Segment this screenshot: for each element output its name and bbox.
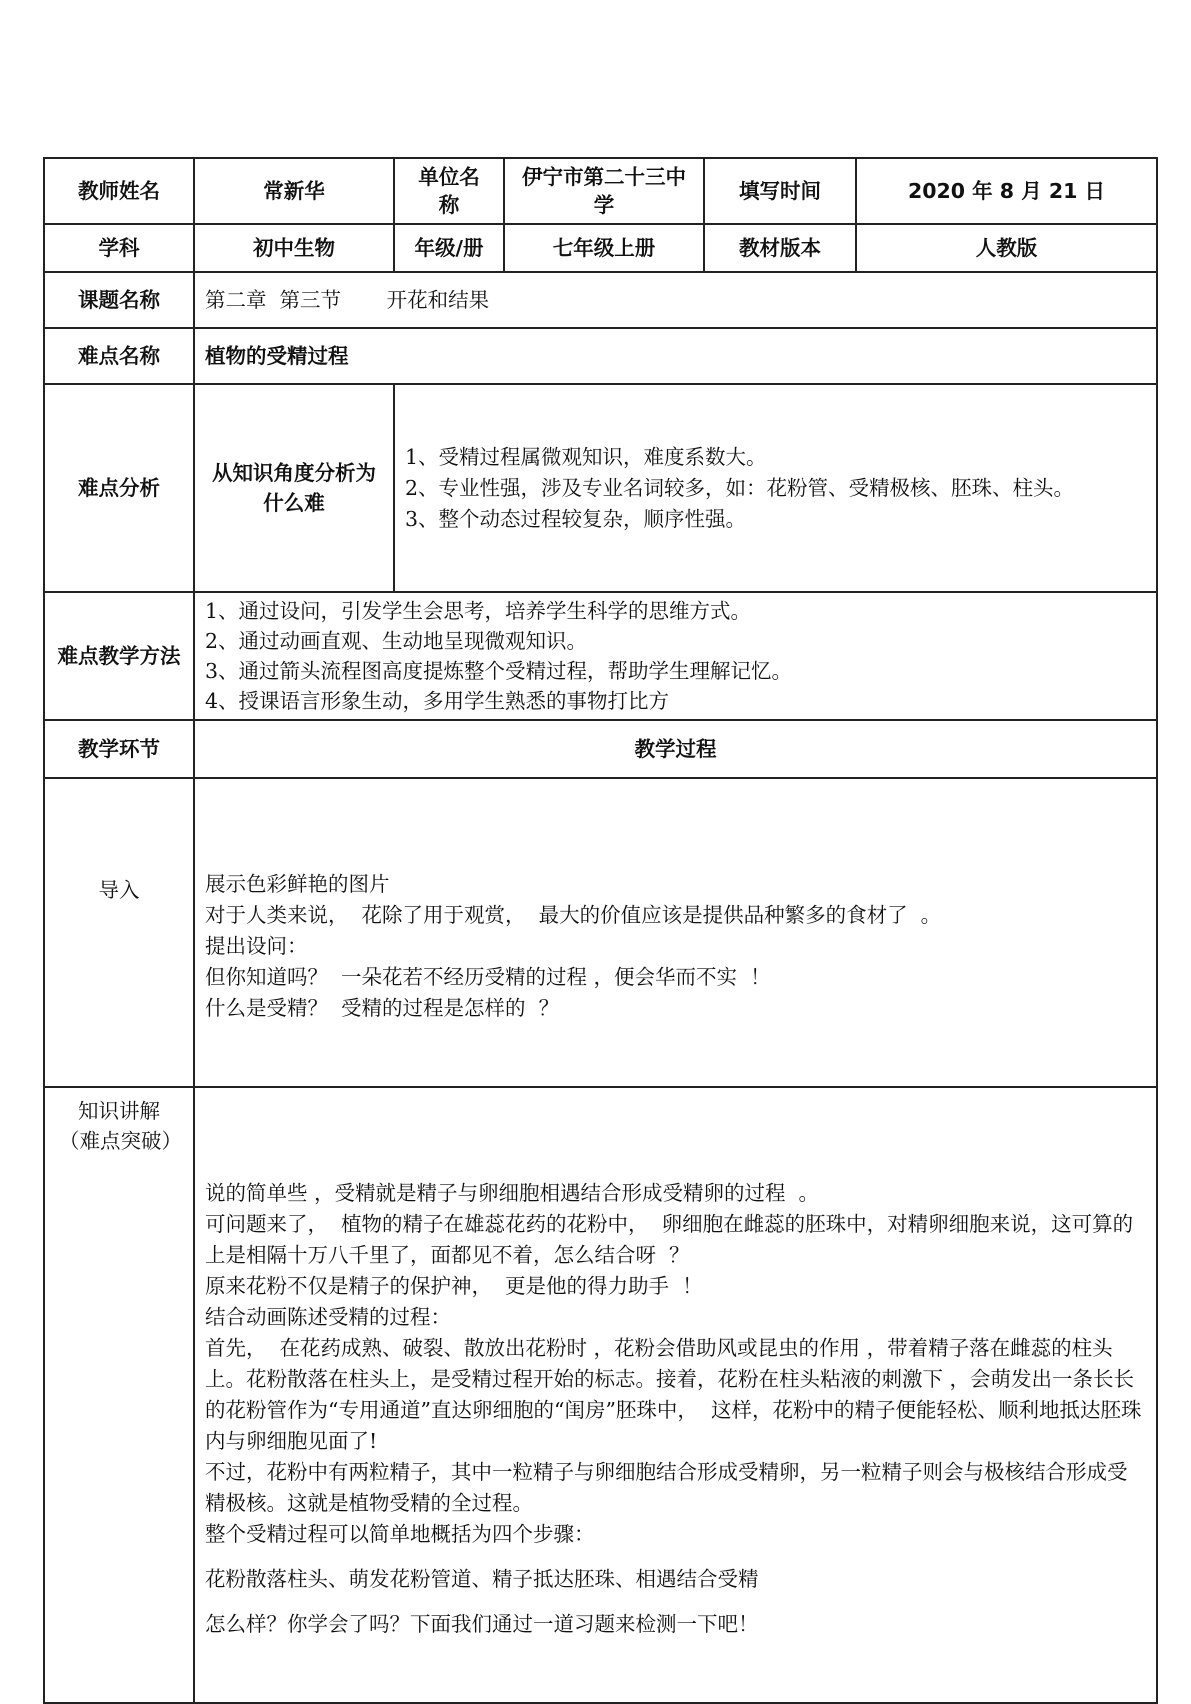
unit-label: 单位名称 (394, 158, 504, 224)
analysis-point: 3、整个动态过程较复杂，顺序性强。 (405, 506, 747, 531)
difficulty-value: 植物的受精过程 (194, 328, 1157, 384)
method-point: 4、授课语言形象生动，多用学生熟悉的事物打比方 (205, 689, 670, 713)
analysis-point: 2、专业性强，涉及专业名词较多，如：花粉管、受精极核、胚珠、柱头。 (405, 475, 1075, 500)
knowledge-paragraph: 原来花粉不仅是精子的保护神， 更是他的得力助手 ！ (205, 1274, 703, 1298)
topic-row (44, 272, 1157, 328)
topic-value: 第二章 第三节 开花和结果 (194, 272, 1157, 328)
process-header-row (44, 720, 1157, 778)
header-row-1 (44, 158, 1157, 224)
textbook: 人教版 (856, 224, 1157, 272)
topic-label: 课题名称 (44, 272, 194, 328)
process-label: 教学环节 (44, 720, 194, 778)
methods-points (194, 592, 1157, 720)
unit-name: 伊宁市第二十三中学 (504, 158, 704, 224)
knowledge-label: 知识讲解（难点突破） (44, 1087, 194, 1703)
intro-row (44, 778, 1157, 1087)
grade: 七年级上册 (504, 224, 704, 272)
analysis-label: 难点分析 (44, 384, 194, 592)
lesson-plan-table (43, 157, 1158, 1704)
knowledge-paragraph: 可问题来了， 植物的精子在雄蕊花药的花粉中， 卵细胞在雌蕊的胚珠中，对精卵细胞来说，这可算的上是相隔十万八千里了，面都见不着，怎么结合呀 ？ (205, 1212, 1134, 1267)
knowledge-paragraph: 不过，花粉中有两粒精子，其中一粒精子与卵细胞结合形成受精卵，另一粒精子则会与极核结合形成受精极核。这就是植物受精的全过程。 (205, 1460, 1128, 1515)
knowledge-paragraph: 首先， 在花药成熟、破裂、散放出花粉时 ，花粉会借助风或昆虫的作用 ，带着精子落在雌蕊的柱头上。花粉散落在柱头上，是受精过程开始的标志。接着，花粉在柱头粘液的刺激下 ，会萌发出一条长长的花粉管作为“专用通道”直达卵细胞的“闺房”胚珠中， 这样，花粉中的精子便能轻松、顺利地抵达胚珠内与卵细胞见面了! (205, 1336, 1142, 1453)
intro-label: 导入 (44, 778, 194, 1087)
intro-text (194, 778, 1157, 1087)
knowledge-paragraph: 说的简单些 ，受精就是精子与卵细胞相遇结合形成受精卵的过程 。 (205, 1181, 820, 1205)
intro-line: 但你知道吗？ 一朵花若不经历受精的过程 ，便会华而不实 ！ (205, 965, 771, 989)
knowledge-paragraph: 结合动画陈述受精的过程： (205, 1305, 451, 1329)
fill-time-label: 填写时间 (704, 158, 856, 224)
analysis-row (44, 384, 1157, 592)
methods-row (44, 592, 1157, 720)
methods-label: 难点教学方法 (44, 592, 194, 720)
process-title: 教学过程 (194, 720, 1157, 778)
analysis-sub-label: 从知识角度分析为什么难 (194, 384, 394, 592)
grade-label: 年级/册 (394, 224, 504, 272)
difficulty-label: 难点名称 (44, 328, 194, 384)
teacher-label: 教师姓名 (44, 158, 194, 224)
subject-label: 学科 (44, 224, 194, 272)
knowledge-text (194, 1087, 1157, 1703)
header-row-2 (44, 224, 1157, 272)
teacher-name: 常新华 (194, 158, 394, 224)
intro-line: 什么是受精？ 受精的过程是怎样的 ？ (205, 996, 560, 1020)
knowledge-steps: 花粉散落柱头、萌发花粉管道、精子抵达胚珠、相遇结合受精 (205, 1567, 759, 1591)
analysis-points (394, 384, 1157, 592)
textbook-label: 教材版本 (704, 224, 856, 272)
subject: 初中生物 (194, 224, 394, 272)
analysis-point: 1、受精过程属微观知识，难度系数大。 (405, 444, 767, 469)
intro-line: 对于人类来说， 花除了用于观赏， 最大的价值应该是提供品种繁多的食材了 。 (205, 903, 942, 927)
difficulty-row (44, 328, 1157, 384)
intro-line: 提出设问： (205, 934, 308, 958)
fill-time: 2020 年 8 月 21 日 (856, 158, 1157, 224)
knowledge-paragraph: 整个受精过程可以简单地概括为四个步骤： (205, 1522, 595, 1546)
method-point: 1、通过设问，引发学生会思考，培养学生科学的思维方式。 (205, 599, 752, 623)
intro-line: 展示色彩鲜艳的图片 (205, 872, 390, 896)
knowledge-closing: 怎么样？你学会了吗？下面我们通过一道习题来检测一下吧！ (205, 1612, 759, 1636)
method-point: 2、通过动画直观、生动地呈现微观知识。 (205, 629, 588, 653)
knowledge-row (44, 1087, 1157, 1703)
method-point: 3、通过箭头流程图高度提炼整个受精过程，帮助学生理解记忆。 (205, 659, 793, 683)
